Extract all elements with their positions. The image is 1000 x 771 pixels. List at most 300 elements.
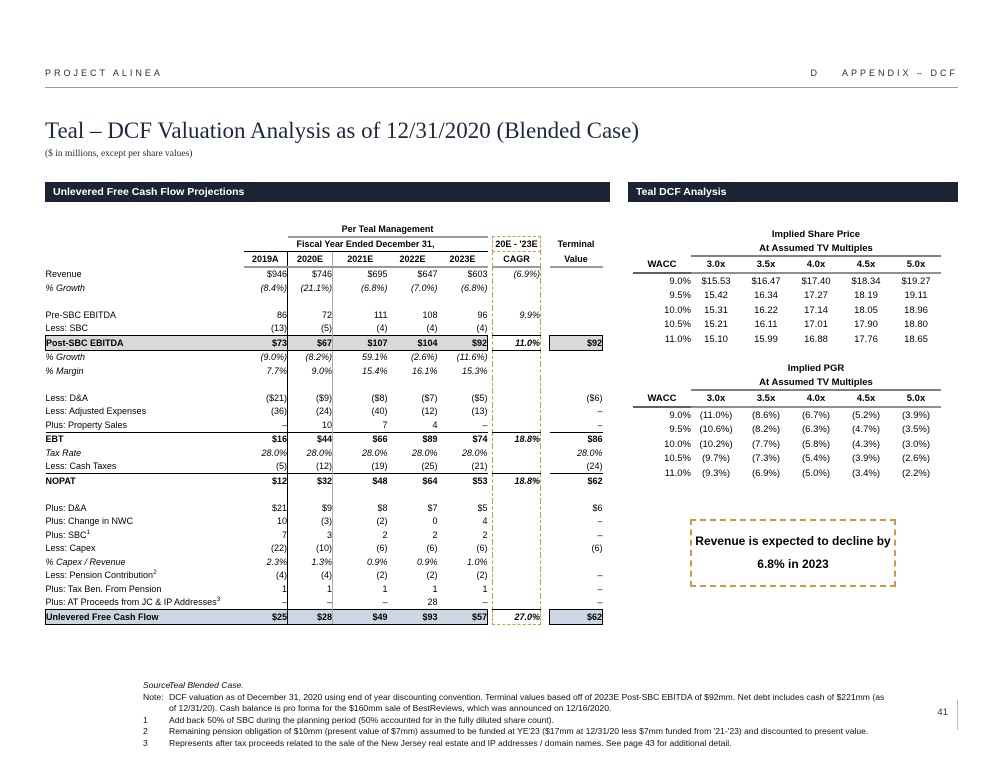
fcf-value-cell: 28.0% bbox=[461, 447, 488, 458]
matrix-value-cell: (3.9%) bbox=[902, 409, 930, 421]
matrix-value-cell: 17.01 bbox=[804, 319, 828, 331]
fcf-value-cell: (2) bbox=[376, 516, 388, 527]
matrix-value-cell: 19.11 bbox=[904, 290, 928, 302]
fcf-value-cell: $695 bbox=[367, 269, 388, 280]
fcf-value-cell bbox=[333, 295, 388, 309]
appendix-text: APPENDIX – DCF bbox=[841, 68, 958, 78]
fcf-value-cell: (8.2%) bbox=[288, 350, 333, 364]
fcf-terminal-cell: $6 bbox=[592, 502, 603, 513]
fcf-value-cell: $28 bbox=[288, 610, 333, 625]
fcf-cagr-cell bbox=[493, 418, 541, 432]
fcf-terminal-cell bbox=[550, 364, 603, 378]
fcf-value-cell bbox=[438, 295, 488, 309]
implied-pgr-table bbox=[633, 361, 941, 481]
fcf-value-cell: (3) bbox=[288, 515, 333, 529]
table-row bbox=[46, 501, 603, 515]
fcf-terminal-cell: – bbox=[597, 419, 603, 430]
fcf-row-label: Less: D&A bbox=[45, 392, 89, 403]
fcf-cagr-cell: 18.8% bbox=[493, 474, 541, 488]
fcf-row-label: Plus: AT Proceeds from JC & IP Addresses$^3$ bbox=[45, 596, 221, 608]
matrix-value-cell: (3.4%) bbox=[852, 467, 880, 479]
matrix-value-cell: $19.27 bbox=[901, 275, 931, 287]
fcf-row-label: Plus: Tax Ben. From Pension bbox=[45, 583, 162, 594]
fcf-value-cell bbox=[388, 488, 438, 502]
fcf-value-cell bbox=[288, 295, 333, 309]
fcf-value-cell: $746 bbox=[288, 267, 333, 282]
matrix-header-row bbox=[633, 390, 941, 407]
fcf-value-cell: (6) bbox=[376, 543, 388, 554]
fcf-value-cell: 28.0% bbox=[244, 446, 288, 460]
fcf-value-cell: 28.0% bbox=[411, 447, 438, 458]
matrix-value-cell: (5.8%) bbox=[802, 438, 830, 450]
multiple-header: 5.0x bbox=[891, 390, 941, 407]
fcf-terminal-cell: – bbox=[597, 516, 603, 527]
group-header: Per Teal Management bbox=[288, 222, 488, 237]
fcf-value-cell: 1 bbox=[482, 583, 488, 594]
fcf-value-cell: $48 bbox=[333, 474, 388, 488]
fcf-value-cell: (10) bbox=[288, 542, 333, 556]
matrix-row bbox=[633, 318, 941, 333]
fcf-value-cell: $57 bbox=[438, 610, 488, 625]
implied-share-price-table-wrap bbox=[633, 227, 941, 347]
matrix-value-cell: 15.10 bbox=[704, 333, 728, 345]
fcf-value-cell: (4) bbox=[476, 323, 488, 334]
matrix-value-cell: (9.7%) bbox=[702, 453, 730, 465]
matrix-wacc-cell: 9.0% bbox=[669, 275, 691, 287]
fcf-value-cell: 0 bbox=[432, 516, 438, 527]
appendix-letter: D bbox=[810, 68, 820, 78]
fcf-row-label: Pre-SBC EBITDA bbox=[45, 309, 117, 320]
fcf-value-cell: 2.3% bbox=[244, 555, 288, 569]
fcf-value-cell: (4) bbox=[288, 569, 333, 583]
matrix-wacc-cell: 11.0% bbox=[664, 467, 691, 479]
fcf-value-cell bbox=[288, 378, 333, 392]
matrix-wacc-cell: 10.5% bbox=[664, 319, 691, 331]
fcf-value-cell: 108 bbox=[422, 309, 438, 320]
table-row bbox=[46, 418, 603, 432]
fcf-value-cell: (6) bbox=[426, 543, 438, 554]
fcf-value-cell: – bbox=[382, 597, 388, 608]
fcf-value-cell: 86 bbox=[244, 308, 288, 322]
matrix-wacc-cell: 9.5% bbox=[669, 290, 691, 302]
fcf-row-label: Revenue bbox=[45, 268, 82, 279]
matrix-value-cell: (3.5%) bbox=[902, 424, 930, 436]
year-column-header: 2021E bbox=[333, 252, 388, 267]
ufcf-projections-table-wrap bbox=[45, 222, 603, 625]
fcf-value-cell: – bbox=[482, 597, 488, 608]
table-row bbox=[46, 405, 603, 419]
fcf-value-cell: $21 bbox=[244, 501, 288, 515]
fcf-value-cell: 7 bbox=[382, 419, 388, 430]
matrix-value-cell: (6.3%) bbox=[802, 424, 830, 436]
table-row bbox=[46, 322, 603, 336]
matrix-value-cell: (8.2%) bbox=[752, 424, 780, 436]
fcf-value-cell: $32 bbox=[288, 474, 333, 488]
fcf-cagr-cell: 27.0% bbox=[493, 610, 541, 625]
fcf-value-cell: 15.3% bbox=[461, 365, 488, 376]
callout-line1: Revenue is expected to decline by bbox=[695, 534, 891, 548]
fcf-value-cell: 1.0% bbox=[466, 556, 488, 567]
matrix-value-cell: (3.9%) bbox=[852, 453, 880, 465]
fcf-value-cell: $44 bbox=[288, 432, 333, 446]
fcf-row-label: Plus: Property Sales bbox=[45, 419, 128, 430]
matrix-value-cell: (4.7%) bbox=[852, 424, 880, 436]
fcf-row-label bbox=[46, 295, 244, 309]
fcf-value-cell: $8 bbox=[377, 502, 388, 513]
matrix-title-row bbox=[633, 241, 941, 256]
matrix-value-cell: 17.27 bbox=[804, 290, 828, 302]
fcf-value-cell: 4 bbox=[432, 419, 438, 430]
fcf-terminal-cell bbox=[550, 308, 603, 322]
table-row bbox=[46, 542, 603, 556]
fcf-value-cell: (4) bbox=[244, 569, 288, 583]
fcf-value-cell: $647 bbox=[417, 269, 438, 280]
multiple-header: 3.5x bbox=[741, 256, 791, 273]
fcf-value-cell: (21) bbox=[471, 461, 488, 472]
fcf-terminal-cell bbox=[550, 378, 603, 392]
table-row bbox=[46, 432, 603, 446]
ufcf-projections-table bbox=[45, 222, 603, 625]
matrix-value-cell: 15.42 bbox=[704, 290, 728, 302]
table-row bbox=[46, 460, 603, 474]
matrix-value-cell: 18.80 bbox=[904, 319, 928, 331]
fcf-value-cell: $107 bbox=[333, 336, 388, 351]
fcf-value-cell: 28.0% bbox=[288, 446, 333, 460]
cagr-header: 20E - '23E bbox=[493, 237, 541, 252]
fcf-cagr-cell bbox=[493, 350, 541, 364]
fcf-value-cell: (36) bbox=[244, 405, 288, 419]
fcf-value-cell: $16 bbox=[244, 432, 288, 446]
footnote-label: 2 bbox=[143, 726, 148, 736]
fcf-value-cell: ($5) bbox=[471, 392, 488, 403]
fcf-cagr-cell bbox=[493, 488, 541, 502]
fcf-cagr-cell: 11.0% bbox=[493, 336, 541, 351]
footnotes bbox=[143, 680, 888, 749]
fcf-value-cell: ($8) bbox=[371, 392, 388, 403]
matrix-row bbox=[633, 437, 941, 452]
fcf-value-cell: $73 bbox=[244, 336, 288, 351]
fcf-row-label: Plus: D&A bbox=[45, 502, 87, 513]
fcf-value-cell: 2 bbox=[482, 529, 488, 540]
fcf-value-cell bbox=[244, 488, 288, 502]
fcf-value-cell: 28 bbox=[427, 597, 438, 608]
multiple-header: 3.0x bbox=[691, 390, 741, 407]
matrix-value-cell: 15.99 bbox=[754, 333, 778, 345]
fcf-row-label: Unlevered Free Cash Flow bbox=[46, 610, 244, 625]
fcf-terminal-cell: $92 bbox=[550, 336, 603, 351]
fcf-value-cell: $67 bbox=[288, 336, 333, 351]
fcf-cagr-cell bbox=[493, 596, 541, 610]
matrix-value-cell: 18.65 bbox=[904, 333, 928, 345]
fcf-terminal-cell: (24) bbox=[586, 461, 603, 472]
fcf-value-cell: 1.3% bbox=[288, 555, 333, 569]
fcf-terminal-cell bbox=[550, 267, 603, 282]
fcf-value-cell: 59.1% bbox=[361, 352, 388, 363]
page-number: 41 bbox=[937, 707, 948, 718]
fcf-value-cell: (25) bbox=[421, 461, 438, 472]
fcf-value-cell: $93 bbox=[388, 610, 438, 625]
fcf-row-label: Less: SBC bbox=[45, 323, 89, 334]
fcf-cagr-cell bbox=[493, 378, 541, 392]
matrix-value-cell: (5.4%) bbox=[802, 453, 830, 465]
fcf-value-cell: (8.4%) bbox=[244, 281, 288, 295]
matrix-subtitle: At Assumed TV Multiples bbox=[691, 241, 941, 256]
fcf-cagr-cell: 9.9% bbox=[493, 308, 541, 322]
matrix-value-cell: (2.2%) bbox=[902, 467, 930, 479]
fcf-row-label: % Growth bbox=[45, 282, 86, 293]
table-row bbox=[46, 582, 603, 596]
matrix-value-cell: (10.6%) bbox=[699, 424, 733, 436]
fcf-value-cell: (24) bbox=[288, 405, 333, 419]
fcf-cagr-cell bbox=[493, 405, 541, 419]
matrix-value-cell: $18.34 bbox=[851, 275, 881, 287]
multiple-header: 4.5x bbox=[841, 256, 891, 273]
fcf-terminal-cell bbox=[550, 295, 603, 309]
year-column-header: 2020E bbox=[288, 252, 333, 267]
fcf-row-label: Tax Rate bbox=[45, 447, 82, 458]
matrix-value-cell: (5.2%) bbox=[852, 409, 880, 421]
fcf-value-cell: (2) bbox=[476, 570, 488, 581]
fcf-value-cell: – bbox=[288, 596, 333, 610]
matrix-row bbox=[633, 423, 941, 438]
matrix-value-cell: (5.0%) bbox=[802, 467, 830, 479]
fcf-value-cell bbox=[388, 295, 438, 309]
section-header-dcf: Teal DCF Analysis bbox=[628, 182, 958, 202]
multiple-header: 4.5x bbox=[841, 390, 891, 407]
wacc-header: WACC bbox=[633, 390, 691, 407]
footnote-text: Represents after tax proceeds related to the sale of the New Jersey real estate and IP addresses / domain names. See page 43 for additional detail. bbox=[169, 737, 732, 748]
table-row bbox=[46, 515, 603, 529]
matrix-value-cell: 17.76 bbox=[854, 333, 878, 345]
table-row bbox=[46, 610, 603, 625]
fcf-value-cell: (6.8%) bbox=[360, 282, 388, 293]
fcf-value-cell bbox=[438, 488, 488, 502]
fcf-value-cell: $603 bbox=[467, 269, 488, 280]
matrix-value-cell: (7.7%) bbox=[752, 438, 780, 450]
fcf-terminal-cell: 28.0% bbox=[576, 447, 603, 458]
matrix-title: Implied Share Price bbox=[771, 228, 861, 240]
matrix-value-cell: 18.96 bbox=[904, 304, 928, 316]
fcf-value-cell: (5) bbox=[244, 460, 288, 474]
fcf-value-cell: 2 bbox=[382, 529, 388, 540]
footnote-row bbox=[143, 692, 888, 715]
fcf-value-cell: $66 bbox=[333, 432, 388, 446]
table-row bbox=[46, 391, 603, 405]
multiple-header: 3.0x bbox=[691, 256, 741, 273]
table-row bbox=[46, 596, 603, 610]
footnote-label: Note: bbox=[143, 691, 164, 702]
fcf-row-label: Less: Cash Taxes bbox=[45, 461, 117, 472]
fcf-value-cell: (11.6%) bbox=[456, 352, 488, 363]
matrix-value-cell: 16.88 bbox=[804, 333, 828, 345]
fcf-row-label: Plus: Change in NWC bbox=[45, 516, 134, 527]
fcf-cagr-cell bbox=[493, 446, 541, 460]
fcf-value-cell: (22) bbox=[244, 542, 288, 556]
fcf-value-cell: 72 bbox=[288, 308, 333, 322]
matrix-value-cell: 16.11 bbox=[754, 319, 778, 331]
footnote-row bbox=[143, 738, 888, 750]
fcf-value-cell: (6.8%) bbox=[460, 282, 488, 293]
fcf-value-cell: 7 bbox=[244, 528, 288, 542]
fcf-value-cell: (4) bbox=[376, 323, 388, 334]
fcf-value-cell: 111 bbox=[373, 309, 388, 320]
matrix-row bbox=[633, 466, 941, 481]
matrix-title-row bbox=[633, 361, 941, 375]
fcf-terminal-cell: – bbox=[597, 597, 603, 608]
fcf-terminal-cell bbox=[550, 322, 603, 336]
section-header-ufcf: Unlevered Free Cash Flow Projections bbox=[45, 182, 610, 202]
fcf-value-cell: 9.0% bbox=[288, 364, 333, 378]
matrix-value-cell: 18.19 bbox=[854, 290, 878, 302]
matrix-value-cell: 18.05 bbox=[854, 304, 878, 316]
year-column-header: 2023E bbox=[438, 252, 488, 267]
revenue-decline-callout bbox=[690, 519, 896, 587]
fcf-value-cell: – bbox=[244, 596, 288, 610]
fcf-value-cell: 1 bbox=[288, 582, 333, 596]
matrix-value-cell: (6.9%) bbox=[752, 467, 780, 479]
fcf-row-label: % Growth bbox=[45, 352, 86, 363]
table-row bbox=[46, 569, 603, 583]
fcf-value-cell: 16.1% bbox=[411, 365, 438, 376]
fcf-value-cell: $53 bbox=[438, 474, 488, 488]
fcf-cagr-cell bbox=[493, 501, 541, 515]
matrix-value-cell: (4.3%) bbox=[852, 438, 880, 450]
header-rule bbox=[45, 87, 958, 88]
fcf-terminal-cell: – bbox=[597, 583, 603, 594]
fcf-value-cell bbox=[288, 488, 333, 502]
fcf-cagr-cell bbox=[493, 569, 541, 583]
fcf-value-cell bbox=[244, 295, 288, 309]
fcf-value-cell: $74 bbox=[438, 432, 488, 446]
fcf-value-cell: 7.7% bbox=[244, 364, 288, 378]
matrix-value-cell: $17.40 bbox=[801, 275, 831, 287]
fcf-value-cell: $64 bbox=[388, 474, 438, 488]
fcf-row-label: % Margin bbox=[45, 365, 84, 376]
footnote-label: Source: bbox=[143, 680, 173, 690]
matrix-value-cell: (3.0%) bbox=[902, 438, 930, 450]
matrix-value-cell: 15.21 bbox=[704, 319, 728, 331]
appendix-label bbox=[810, 68, 958, 78]
fcf-row-label: Less: Pension Contribution$^2$ bbox=[45, 569, 157, 581]
fcf-value-cell: 28.0% bbox=[361, 447, 388, 458]
matrix-value-cell: (2.6%) bbox=[902, 453, 930, 465]
fcf-header-row bbox=[46, 222, 603, 237]
matrix-value-cell: 16.22 bbox=[754, 304, 778, 316]
fcf-cagr-cell bbox=[493, 281, 541, 295]
matrix-title-row bbox=[633, 375, 941, 390]
matrix-wacc-cell: 9.5% bbox=[669, 424, 691, 436]
footnote-text: Add back 50% of SBC during the planning period (50% accounted for in the fully diluted share count). bbox=[169, 714, 555, 725]
footnote-label: 3 bbox=[143, 737, 148, 748]
fcf-value-cell: $9 bbox=[288, 501, 333, 515]
footnote-row bbox=[143, 726, 888, 738]
fcf-value-cell: 15.4% bbox=[361, 365, 388, 376]
footnote-row bbox=[143, 680, 888, 692]
table-row bbox=[46, 336, 603, 351]
fcf-value-cell: (2.6%) bbox=[410, 352, 438, 363]
fcf-cagr-cell bbox=[493, 555, 541, 569]
fcf-value-cell: ($7) bbox=[421, 392, 438, 403]
fcf-value-cell: – bbox=[482, 419, 488, 430]
matrix-value-cell: (7.3%) bbox=[752, 453, 780, 465]
fcf-value-cell: $5 bbox=[477, 502, 488, 513]
wacc-header: WACC bbox=[633, 256, 691, 273]
fcf-row-label: % Capex / Revenue bbox=[45, 556, 126, 567]
matrix-row bbox=[633, 289, 941, 304]
fcf-value-cell: $89 bbox=[388, 432, 438, 446]
fcf-value-cell bbox=[388, 378, 438, 392]
fcf-value-cell: (40) bbox=[371, 406, 388, 417]
fcf-cagr-cell bbox=[493, 515, 541, 529]
matrix-value-cell: $15.53 bbox=[701, 275, 731, 287]
table-row bbox=[46, 446, 603, 460]
matrix-value-cell: (8.6%) bbox=[752, 409, 780, 421]
fcf-value-cell: (13) bbox=[244, 322, 288, 336]
fcf-value-cell: (12) bbox=[288, 460, 333, 474]
fcf-row-label: Less: Adjusted Expenses bbox=[45, 406, 147, 417]
table-row bbox=[46, 308, 603, 322]
fcf-value-cell: $25 bbox=[244, 610, 288, 625]
fcf-value-cell: $104 bbox=[388, 336, 438, 351]
matrix-value-cell: $16.47 bbox=[751, 275, 781, 287]
multiple-header: 4.0x bbox=[791, 390, 841, 407]
fcf-terminal-cell: $62 bbox=[550, 610, 603, 625]
fcf-value-cell: $7 bbox=[427, 502, 438, 513]
fcf-value-cell: – bbox=[244, 418, 288, 432]
fcf-value-cell: ($21) bbox=[244, 391, 288, 405]
fcf-row-label: Post-SBC EBITDA bbox=[46, 336, 244, 351]
matrix-row bbox=[633, 452, 941, 467]
matrix-wacc-cell: 10.5% bbox=[664, 453, 691, 465]
matrix-subtitle: At Assumed TV Multiples bbox=[691, 375, 941, 390]
matrix-value-cell: 15.31 bbox=[704, 304, 728, 316]
fcf-cagr-cell: 18.8% bbox=[493, 432, 541, 446]
fcf-value-cell: (2) bbox=[426, 570, 438, 581]
matrix-row bbox=[633, 407, 941, 423]
table-row bbox=[46, 555, 603, 569]
multiple-header: 4.0x bbox=[791, 256, 841, 273]
matrix-wacc-cell: 10.0% bbox=[664, 438, 691, 450]
matrix-value-cell: 17.90 bbox=[854, 319, 878, 331]
terminal-header: Terminal bbox=[557, 239, 595, 249]
fcf-row-label: Plus: SBC$^1$ bbox=[45, 528, 91, 540]
fcf-value-cell: $946 bbox=[244, 267, 288, 282]
matrix-value-cell: (9.3%) bbox=[702, 467, 730, 479]
table-row bbox=[46, 474, 603, 488]
matrix-title-row bbox=[633, 227, 941, 241]
footnote-text: Teal Blended Case. bbox=[169, 680, 244, 690]
fcf-row-label: NOPAT bbox=[46, 474, 244, 488]
fcf-value-cell: (19) bbox=[371, 461, 388, 472]
fcf-value-cell bbox=[333, 378, 388, 392]
table-row bbox=[46, 295, 603, 309]
matrix-value-cell: 17.14 bbox=[804, 304, 828, 316]
table-row bbox=[46, 364, 603, 378]
matrix-value-cell: (11.0%) bbox=[699, 409, 733, 421]
matrix-row bbox=[633, 303, 941, 318]
fcf-cagr-cell bbox=[493, 322, 541, 336]
fcf-value-cell: 0.9% bbox=[366, 556, 388, 567]
fcf-header-row bbox=[46, 252, 603, 267]
fcf-value-cell: (2) bbox=[376, 570, 388, 581]
fcf-value-cell: 1 bbox=[382, 583, 388, 594]
fcf-value-cell: ($9) bbox=[288, 391, 333, 405]
fcf-value-cell: (6) bbox=[476, 543, 488, 554]
fcf-value-cell: (13) bbox=[471, 406, 488, 417]
matrix-value-cell: (10.2%) bbox=[699, 438, 733, 450]
footnote-text: Remaining pension obligation of $10mm (present value of $7mm) assumed to be funded at YE'23 ($17mm at 12/31/20 less $7mm funded from '21-'23) and discounted to present value. bbox=[169, 726, 869, 736]
matrix-row bbox=[633, 273, 941, 289]
